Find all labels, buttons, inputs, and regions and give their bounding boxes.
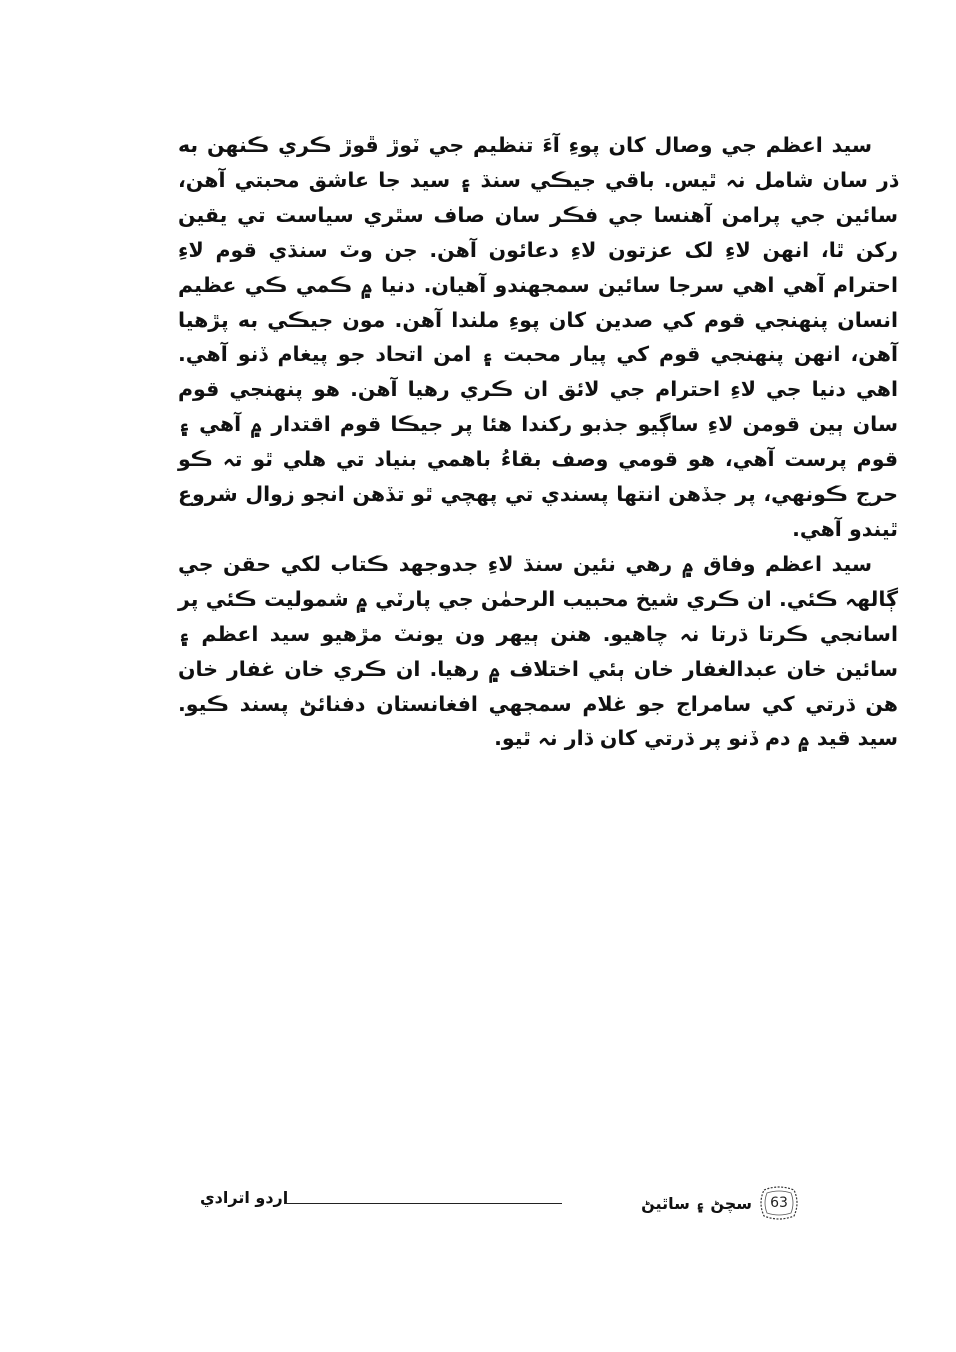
footer-book-info [641,1186,800,1220]
book-title: سچڻ ۽ ساٿيڻ [641,1193,752,1213]
paragraph-2: سيد اعظم وفاق ۾ رهي نئين سنڌ لاءِ جدوجهد ڪتاب لکي حقن جي ڳالهہ ڪئي. ان ڪري شيخ محبيب الرحمٰن جي پارٽي ۾ شموليت ڪئي پر اسانجي ڪرتا ڌرتا نہ چاهيو. هنن ٻيهر ون يونٽ مڙهيو سيد اعظم ۽ سائين خان عبدالغفار خان ٻئي اختلاف ۾ رهيا. ان ڪري خان غفار خان هن ڌرتي کي سامراج جو غلام سمجهي افغانستان دفنائڻ پسند ڪيو. سيد قيد ۾ دم ڏنو پر ڌرتي کان ڌار نہ ٿيو. [178,551,898,751]
section-title: اردو اترادي [200,1188,289,1207]
paragraph-1: سيد اعظم جي وصال کان پوءِ آءَ تنظيم جي ٽوڙ ڦوڙ ڪري ڪنهن به ڌر سان شامل نہ ٿيس. باقي جيڪي سنڌ ۽ سيد جا عاشق محبتي آهن، سائين جي پرامن آهنسا جي فڪر سان صاف سٿري سياست تي يقين رکن ٿا، انهن لاءِ لک عزتون لاءِ دعائون آهن. جن وٽ سنڌي قوم لاءِ احترام آهي اهي سرجا سائين سمجهندو آهيان. دنيا ۾ ڪمي ڪي عظيم انسان پنهنجي قوم کي صدين کان پوءِ ملندا آهن. مون جيڪي به پڙهيا آهن، انهن پنهنجي قوم کي پيار محبت ۽ امن اتحاد جو پيغام ڏنو آهي. اهي دنيا جي لاءِ احترام جي لائق ان ڪري رهيا آهن. هو پنهنجي قوم سان ٻين قومن لاءِ ساڳيو جذبو رکندا هئا پر جيڪا قوم اقتدار ۾ آهي ۽ قوم پرست آهي، هو قومي وصف بقاءُ باهمي بنياد تي هلي ٿو تہ ڪو حرج ڪونهي، پر جڏهن انتها پسندي تي پهچي ٿو تڏهن انجو زوال شروع ٿيندو آهي. [178,133,898,541]
body-text [178,128,898,756]
page-footer [200,1182,800,1222]
page-number-badge [758,1186,800,1220]
page-number: 63 [770,1195,788,1211]
footer-divider [284,1203,562,1204]
